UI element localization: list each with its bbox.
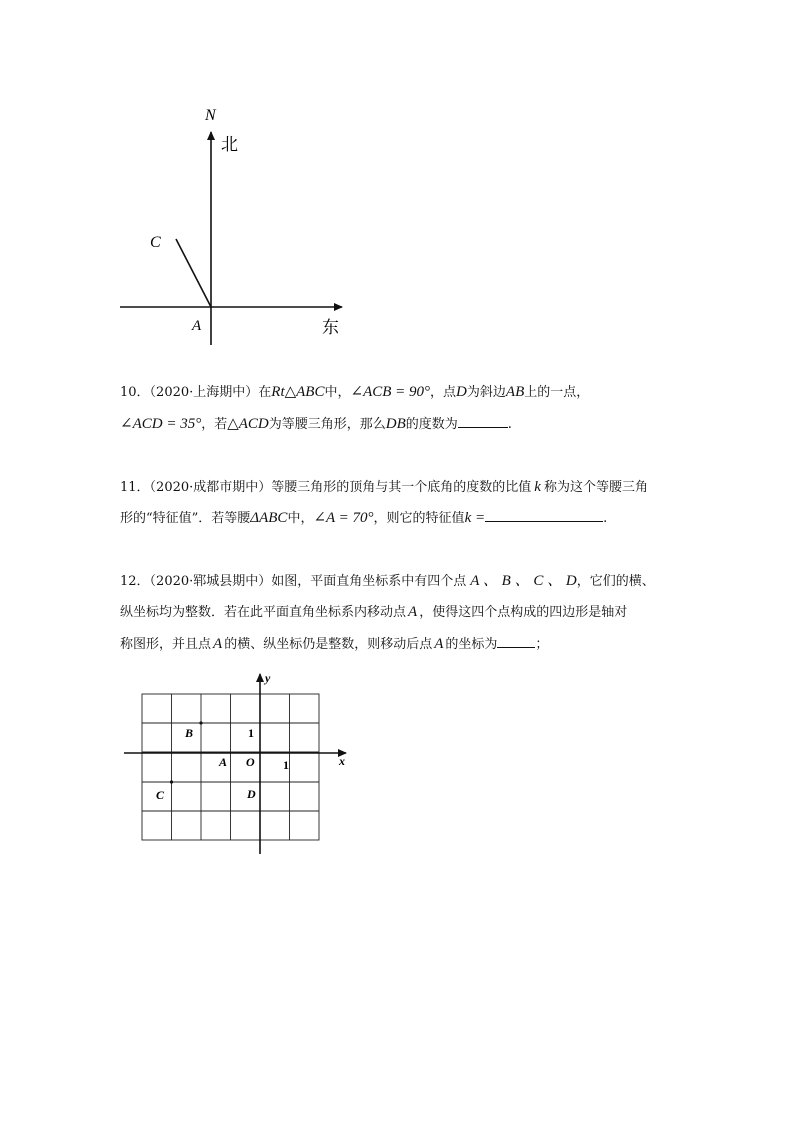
q10-text: ，若 (201, 417, 228, 432)
q10-text: 在 (258, 385, 272, 400)
q11-source: （2020·成都市期中） (149, 480, 272, 495)
q12-point-a: A (213, 636, 223, 652)
label-y: y (265, 671, 271, 685)
q10-number: 10． (120, 385, 150, 400)
q11-line2 (120, 508, 607, 529)
q10-angle-acb: ∠ACB = 90° (350, 384, 431, 400)
q12-text: ，它们的横、 (576, 574, 655, 589)
q10-text: 为等腰三角形，那么 (268, 417, 386, 432)
label-n: N (205, 107, 216, 124)
label-a: A (192, 318, 202, 334)
q12-line2 (120, 602, 627, 623)
q10-point-d: D (456, 384, 467, 400)
q11-line1 (120, 477, 648, 498)
q10-text: ，点 (430, 385, 457, 400)
q11-text: 等腰三角形的顶角与其一个底角的度数的比值 (271, 480, 532, 495)
label-point-d: D (247, 787, 256, 801)
q12-text: 的坐标为 (445, 637, 498, 652)
q11-text: . (603, 511, 608, 526)
q11-text: 中， (287, 511, 314, 526)
q12-text: ，使得这四个点构成的四边形是轴对 (419, 605, 628, 620)
q10-text: 为斜边 (466, 385, 506, 400)
q10-source: （2020·上海期中） (149, 385, 259, 400)
q10-text: 上的一点， (524, 385, 590, 400)
q12-text: 称图形，并且点 (120, 637, 212, 652)
q12-text: 纵坐标均为整数．若在此平面直角坐标系内移动点 (120, 605, 407, 620)
label-x: x (339, 754, 345, 768)
q10-segment-db: DB (385, 416, 406, 432)
q10-text: 中， (324, 385, 351, 400)
label-c: C (150, 234, 161, 251)
label-east: 东 (322, 318, 339, 337)
q10-line1 (120, 382, 589, 403)
label-north: 北 (221, 135, 238, 154)
label-point-b: B (185, 726, 194, 740)
q11-number: 11． (120, 480, 150, 495)
q10-triangle: Rt△ABC (271, 384, 325, 400)
q11-text: 称为这个等腰三角 (543, 480, 648, 495)
q12-text: ； (535, 637, 549, 652)
label-point-a: A (219, 755, 228, 769)
q10-answer-blank[interactable] (458, 415, 508, 428)
q11-k-equals: k = (464, 510, 486, 526)
q12-line3 (120, 634, 548, 655)
q10-segment-ab: AB (505, 384, 525, 400)
q12-answer-blank[interactable] (497, 635, 535, 648)
q12-text: 如图，平面直角坐标系中有四个点 (271, 574, 467, 589)
q11-angle-a: ∠A = 70° (313, 510, 374, 526)
grid-lines (142, 694, 319, 840)
label-one-x: 1 (283, 758, 289, 772)
label-one-y: 1 (248, 726, 254, 740)
point-c-dot (170, 780, 173, 783)
q11-answer-blank[interactable] (485, 509, 603, 522)
q11-triangle: ΔABC (250, 510, 288, 526)
q10-line2 (120, 414, 512, 435)
compass-diagram (110, 100, 360, 350)
label-point-c: C (156, 788, 165, 802)
coordinate-grid-diagram (120, 668, 360, 858)
point-b-dot (199, 721, 202, 724)
q12-points: A 、 B 、 C 、 D (470, 573, 577, 589)
q12-point-a: A (434, 636, 444, 652)
q10-text: 的度数为 (405, 417, 458, 432)
q11-text: 形的“特征值”．若等腰 (120, 511, 251, 526)
ray-ac (176, 239, 211, 307)
q10-angle-acd: ∠ACD = 35° (120, 416, 202, 432)
label-origin: O (246, 755, 255, 769)
q11-k: k (534, 479, 541, 495)
q10-text: . (507, 417, 512, 432)
q12-point-a: A (408, 604, 418, 620)
q10-triangle-acd: △ACD (227, 416, 269, 432)
q12-number: 12． (120, 574, 150, 589)
q12-line1 (120, 571, 655, 592)
q12-text: 的横、纵坐标仍是整数，则移动后点 (224, 637, 433, 652)
q12-source: （2020·郓城县期中） (149, 574, 272, 589)
q11-text: ，则它的特征值 (373, 511, 465, 526)
